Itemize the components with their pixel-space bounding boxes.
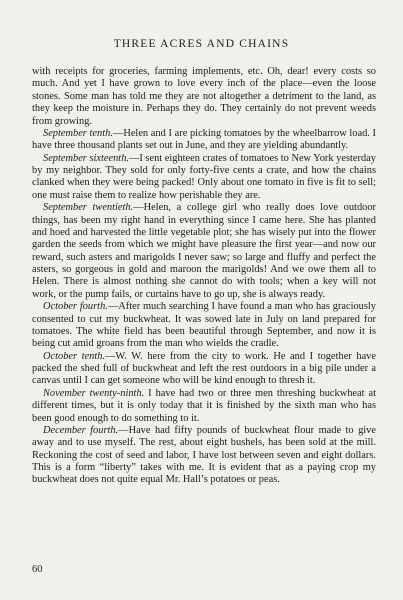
entry-text: —I sent eighteen crates of tomatoes to New York yesterday by my neighbor. They sold for only forty-five cents a crate, and how the chains clanked when they were being packed! Only about one tomato in five is fit to sell; one must raise them to realize how perishable they are. — [32, 152, 376, 201]
running-head: THREE ACRES AND CHAINS — [113, 38, 290, 50]
entry-date: September sixteenth. — [43, 152, 129, 164]
diary-entry-december-fourth — [32, 425, 376, 487]
entry-date: October fourth. — [43, 301, 108, 313]
entry-text: —After much searching I have found a man who has graciously consented to cut my buckwheat. It was sowed late in July on land prepared for tomatoes. The white field has been beautiful through September, and now it is being cut amid groans from the man who wields the cradle. — [32, 301, 376, 350]
diary-entry-september-sixteenth — [32, 153, 376, 203]
entry-text: I have had two or three men threshing buckwheat at different times, but it is only today that it is finished by the sixth man who has been good enough to do something to it. — [32, 387, 376, 424]
entry-text: —Helen and I are picking tomatoes by the wheelbarrow load. I have three thousand plants set out in June, and they are yielding abundantly. — [32, 127, 377, 152]
page-number: 60 — [32, 564, 43, 575]
entry-text: —W. W. here from the city to work. He and I together have packed the shed full of buckwheat and left the rest outdoors in a big pile under a canvas until I can get someone who will be kind enough to thresh it. — [32, 350, 376, 387]
diary-entry-october-tenth — [32, 351, 376, 388]
page-body — [32, 66, 376, 487]
diary-entry-september-tenth — [32, 128, 376, 153]
entry-date: September twentieth. — [43, 202, 134, 214]
entry-date: September tenth. — [43, 127, 113, 139]
entry-text: —Have had fifty pounds of buckwheat flour made to give away and to use myself. The rest, about eight bushels, has been sold at the mill. Reckoning the cost of seed and labor, I have lost between seven and eight dollars. This is a form “liberty” takes with me. It is evident that as a paying crop my buckwheat does not quite equal Mr. Hall’s potatoes or peas. — [32, 424, 376, 486]
entry-date: November twenty-ninth. — [43, 387, 145, 399]
paragraph-text: with receipts for groceries, farming implements, etc. Oh, dear! every costs so much. And yet I have grown to love every inch of the place—even the loose stones. Some man has told me they are not altogether a detriment to the land, as they keep the moisture in. Perhaps they do. They certainly do not prevent weeds from growing. — [32, 66, 376, 127]
diary-entry-october-fourth — [32, 301, 376, 351]
entry-date: December fourth. — [43, 424, 119, 436]
entry-date: October tenth. — [43, 350, 106, 362]
entry-text: —Helen, a college girl who really does love outdoor things, has been my right hand in everything since I came here. She has planted and hoed and harvested the little vegetable plot; she has wisely put into the flower garden the seeds from which we might have pleasure the first year—and now our reward, such asters and marigolds I never saw; so large and fluffy and perfect the asters, so gorgeous in gold and maroon the marigolds! And we owe them all to Helen. There is almost nothing she cannot do with tools; when a key will not work, or the pump fails, or curtains have to go up, she is always ready. — [32, 202, 376, 300]
diary-entry-november-twenty-ninth — [32, 388, 376, 425]
diary-entry-september-twentieth — [32, 202, 376, 301]
paragraph-continuation — [32, 66, 376, 128]
